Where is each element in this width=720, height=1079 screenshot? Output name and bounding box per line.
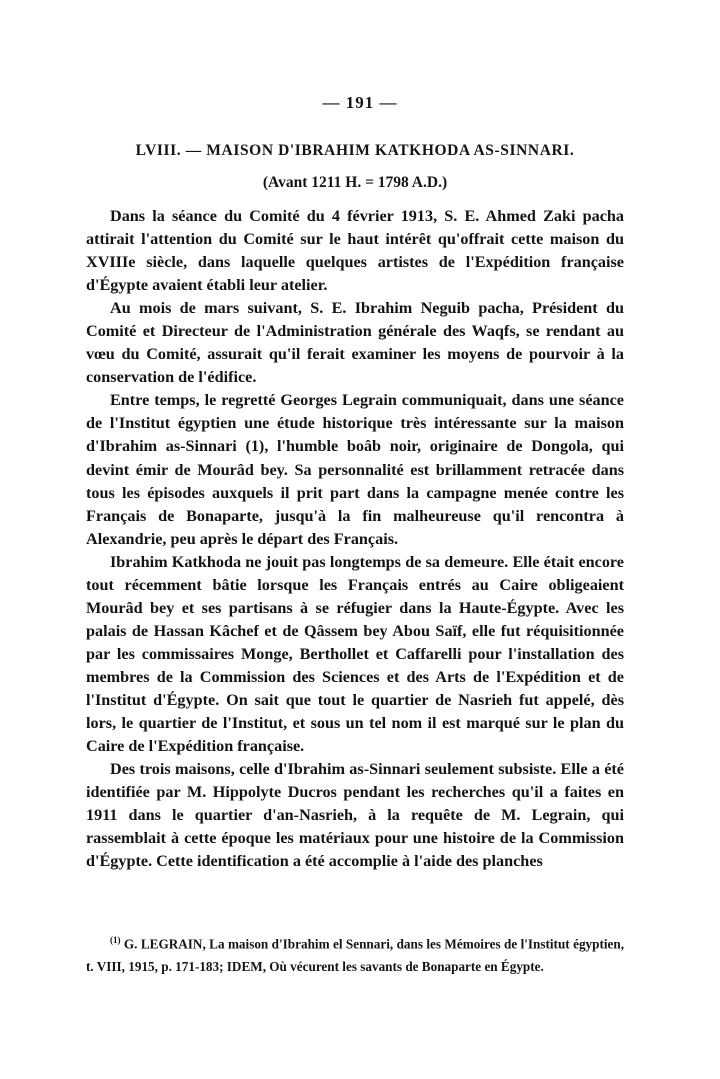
footnote-marker: (1)	[110, 935, 121, 945]
date-subtitle: (Avant 1211 H. = 1798 A.D.)	[262, 174, 448, 191]
page-number: — 191 —	[322, 93, 398, 112]
footnote	[86, 929, 624, 978]
footnote-text: G. LEGRAIN, La maison d'Ibrahim el Sennari, dans les Mémoires de l'Institut égyptien, t. VIII, 1915, p. 171-183; IDEM, Où vécurent les savants de Bonaparte en Égypte.	[86, 936, 625, 975]
paragraph: Ibrahim Katkhoda ne jouit pas longtemps de sa demeure. Elle était encore tout récemment bâtie lorsque les Français entrés au Caire obligeaient Mourâd bey et ses partisans à se réfugier dans la Haute-Égypte. Avec les palais de Hassan Kâchef et de Qâssem bey Abou Saïf, elle fut réquisitionnée par les commissaires Monge, Berthollet et Caffarelli pour l'installation des membres de la Commission des Sciences et des Arts de l'Expédition et de l'Institut d'Égypte. On sait que tout le quartier de Nasrieh fut appelé, dès lors, le quartier de l'Institut, et sous un tel nom il est marqué sur le plan du Caire de l'Expédition française.	[86, 552, 624, 756]
paragraph: Dans la séance du Comité du 4 février 1913, S. E. Ahmed Zaki pacha attirait l'attention du Comité sur le haut intérêt qu'offrait cette maison du XVIIIe siècle, dans laquelle quelques artistes de l'Expédition française d'Égypte avaient établi leur atelier.	[86, 207, 624, 295]
paragraph: Entre temps, le regretté Georges Legrain communiquait, dans une séance de l'Institut égyptien une étude historique très intéressante sur la maison d'Ibrahim as-Sinnari (1), l'humble boâb noir, originaire de Dongola, qui devint émir de Mourâd bey. Sa personnalité est brillamment retracée dans tous les épisodes auxquels il prit part dans la campagne menée contre les Français de Bonaparte, jusqu'à la fin malheureuse qu'il rencontra à Alexandrie, peu après le départ des Français.	[86, 391, 624, 548]
chapter-title: LVIII. — MAISON D'IBRAHIM KATKHODA AS-SINNARI.	[135, 142, 575, 159]
paragraph: Au mois de mars suivant, S. E. Ibrahim Neguib pacha, Président du Comité et Directeur de l'Administration générale des Waqfs, se rendant au vœu du Comité, assurait qu'il ferait examiner les moyens de pourvoir à la conservation de l'édifice.	[86, 299, 624, 387]
paragraph: Des trois maisons, celle d'Ibrahim as-Sinnari seulement subsiste. Elle a été identifiée par M. Hippolyte Ducros pendant les recherches qu'il a faites en 1911 dans le quartier d'an-Nasrieh, à la requête de M. Legrain, qui rassemblait à cette époque les matériaux pour une histoire de la Commission d'Égypte. Cette identification a été accomplie à l'aide des planches	[86, 760, 624, 871]
body-text	[86, 205, 624, 873]
